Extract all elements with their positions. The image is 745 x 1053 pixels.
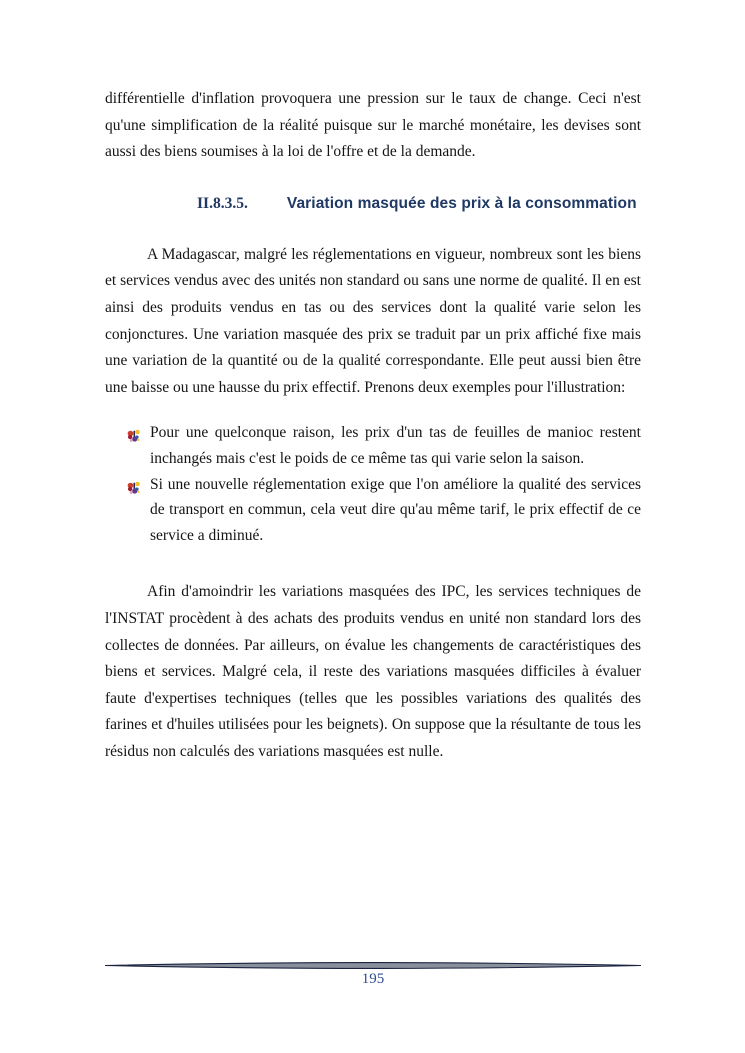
section-heading bbox=[105, 193, 641, 215]
bullet-text-manioc: Pour une quelconque raison, les prix d'un tas de feuilles de manioc restent inchangés mais c'est le poids de ce même tas qui varie selon la saison. bbox=[150, 424, 641, 467]
flower-bullet-icon bbox=[127, 426, 141, 440]
flower-bullet-icon bbox=[127, 478, 141, 492]
text-column bbox=[105, 86, 641, 765]
paragraph-madagascar: A Madagascar, malgré les réglementations en vigueur, nombreux sont les biens et services vendus avec des unités non standard ou sans une norme de qualité. Il en est ainsi des produits vendus en tas ou des services dont la qualité varie selon les conjonctures. Une variation masquée des prix se traduit par un prix affiché fixe mais une variation de la quantité ou de la qualité correspondante. Elle peut aussi bien être une baisse ou une hausse du prix effectif. Prenons deux exemples pour l'illustration: bbox=[105, 245, 641, 396]
section-heading-number: II.8.3.5. bbox=[197, 194, 248, 212]
list-item bbox=[105, 472, 641, 549]
page-footer bbox=[105, 961, 641, 988]
paragraph-instat: Afin d'amoindrir les variations masquées des IPC, les services techniques de l'INSTAT procèdent à des achats des produits vendus en unité non standard lors des collectes de données. Par ailleurs, on évalue les changements de caractéristiques des biens et services. Malgré cela, il reste des variations masquées difficiles à évaluer faute d'expertises techniques (telles que les possibles variations des qualités des farines et d'huiles utilisées pour les beignets). On suppose que la résultante de tous les résidus non calculés des variations masquées est nulle. bbox=[105, 583, 641, 760]
paragraph-exchange-rate: différentielle d'inflation provoquera une pression sur le taux de change. Ceci n'est qu'une simplification de la réalité puisque sur le marché monétaire, les devises sont aussi des biens soumises à la loi de l'offre et de la demande. bbox=[105, 90, 641, 161]
list-item bbox=[105, 420, 641, 471]
section-heading-title: Variation masquée des prix à la consommation bbox=[286, 194, 637, 212]
decorative-footer-rule bbox=[105, 961, 641, 970]
bullet-list bbox=[105, 420, 641, 548]
bullet-text-transport: Si une nouvelle réglementation exige que l'on améliore la qualité des services de transport en commun, cela veut dire qu'au même tarif, le prix effectif de ce service a diminué. bbox=[150, 475, 641, 544]
page-number: 195 bbox=[361, 971, 385, 987]
